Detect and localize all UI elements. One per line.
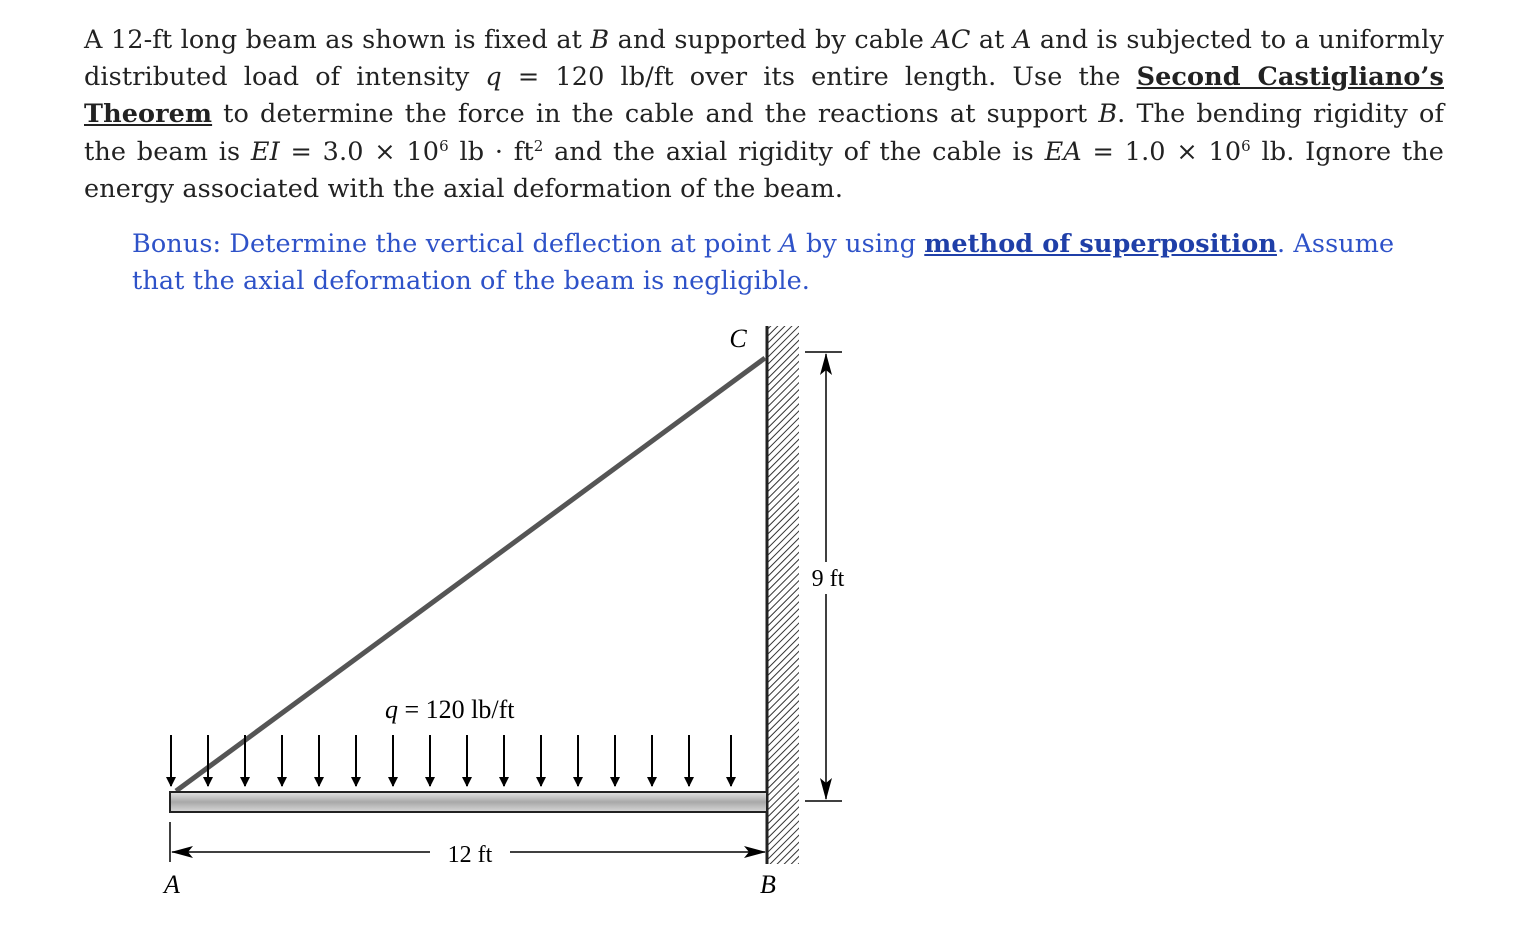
height-dimension-label: 9 ft: [811, 566, 845, 592]
load-value: = 120 lb/ft: [398, 695, 515, 724]
var-b: B: [590, 25, 610, 55]
problem-text: = 1.0 × 10: [1081, 136, 1242, 167]
bonus-text: . Assume that the axial deformation of the beam is negligible.: [132, 229, 1395, 297]
var-ac: AC: [932, 25, 971, 55]
problem-text: lb · ft: [448, 136, 534, 167]
method-name: method of superposition: [924, 229, 1277, 259]
point-c-label: C: [729, 324, 747, 353]
distributed-load-arrows: [171, 735, 731, 786]
bonus-text: Bonus: Determine the vertical deflection at point: [132, 229, 780, 259]
exponent: 2: [533, 136, 544, 155]
problem-text: and the axial rigidity of the cable is: [543, 136, 1045, 167]
var-ea: EA: [1044, 136, 1082, 167]
problem-text: A 12-ft long beam as shown is fixed at: [84, 25, 591, 55]
problem-text: = 3.0 × 10: [279, 136, 440, 167]
exponent: 6: [1241, 136, 1251, 155]
problem-text: and is subjected to a uniformly distributed load of intensity: [84, 25, 1445, 93]
problem-text: at: [970, 25, 1013, 55]
var-a: A: [779, 229, 798, 259]
load-q-symbol: q: [385, 695, 398, 724]
load-label: [385, 695, 515, 724]
var-b: B: [1098, 99, 1118, 130]
theorem-name: Second Castigliano’s Theorem: [84, 62, 1444, 130]
point-b-label: B: [760, 870, 776, 899]
beam: [170, 792, 767, 812]
var-a: A: [1012, 25, 1032, 55]
exponent: 6: [439, 136, 449, 155]
cable-ac: [176, 358, 765, 791]
problem-text: = 120 lb/ft over its entire length. Use the: [501, 62, 1137, 93]
problem-text: lb. Ignore the energy associated with the axial deformation of the beam.: [84, 136, 1444, 204]
var-q: q: [485, 62, 502, 93]
problem-text: and supported by cable: [609, 25, 933, 55]
fixed-wall-hatch: [767, 326, 799, 864]
point-a-label: A: [164, 870, 180, 899]
var-ei: EI: [250, 136, 280, 167]
problem-text: . The bending rigidity of the beam is: [84, 99, 1444, 167]
length-dimension-label: 12 ft: [447, 842, 493, 868]
problem-text: to determine the force in the cable and the reactions at support: [212, 99, 1099, 130]
bonus-text: by using: [797, 229, 925, 259]
